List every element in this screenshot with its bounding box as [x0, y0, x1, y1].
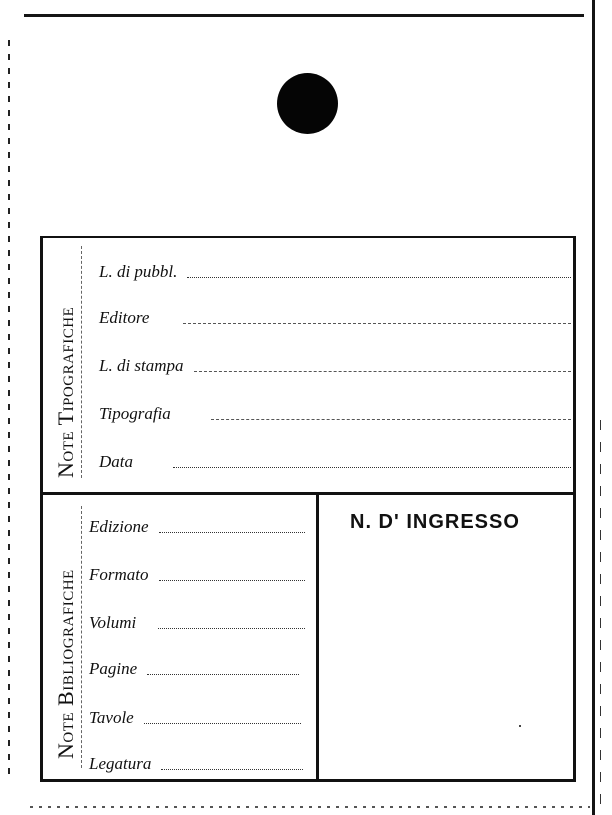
card-right-edge [592, 0, 595, 815]
field-pagine[interactable] [89, 653, 299, 679]
fill-line [147, 673, 299, 675]
note-bibliografiche-title: Note Bibliografiche [53, 569, 78, 759]
fill-line [173, 466, 571, 468]
field-luogo-stampa[interactable] [99, 350, 571, 376]
field-editore[interactable] [99, 302, 571, 328]
card-top-edge [24, 14, 584, 17]
fill-line [159, 579, 306, 581]
field-tipografia[interactable] [99, 398, 571, 424]
tipografiche-side-rule [81, 246, 82, 478]
form-box [40, 236, 576, 782]
field-label: Formato [89, 565, 149, 584]
card-left-edge [8, 40, 10, 780]
fill-line [211, 418, 571, 420]
field-label: Data [99, 452, 133, 471]
column-divider [316, 493, 319, 781]
field-legatura[interactable] [89, 748, 303, 774]
numero-ingresso-label: N. D' INGRESSO [350, 511, 520, 533]
scan-speck [519, 725, 521, 727]
field-data[interactable] [99, 446, 571, 472]
field-formato[interactable] [89, 559, 305, 585]
section-divider [43, 492, 573, 495]
field-luogo-pubblicazione[interactable] [99, 256, 571, 282]
fill-line [161, 768, 303, 770]
field-label: Edizione [89, 517, 149, 536]
fill-line [144, 722, 301, 724]
field-label: Legatura [89, 754, 152, 773]
field-label: L. di stampa [99, 356, 184, 375]
field-edizione[interactable] [89, 511, 305, 537]
field-label: Volumi [89, 613, 137, 632]
field-label: Pagine [89, 659, 138, 678]
field-label: Editore [99, 308, 150, 327]
field-volumi[interactable] [89, 607, 305, 633]
field-tavole[interactable] [89, 702, 301, 728]
card-bottom-edge [30, 806, 590, 808]
fill-line [159, 531, 306, 533]
field-label: L. di pubbl. [99, 262, 178, 281]
card-right-edge-shadow [600, 420, 601, 810]
note-tipografiche-title: Note Tipografiche [53, 306, 78, 478]
punch-hole [277, 73, 338, 134]
fill-line [183, 322, 571, 324]
bibliografiche-side-rule [81, 506, 82, 768]
field-label: Tipografia [99, 404, 171, 423]
fill-line [187, 276, 571, 278]
fill-line [158, 627, 305, 629]
fill-line [194, 370, 571, 372]
field-label: Tavole [89, 708, 134, 727]
